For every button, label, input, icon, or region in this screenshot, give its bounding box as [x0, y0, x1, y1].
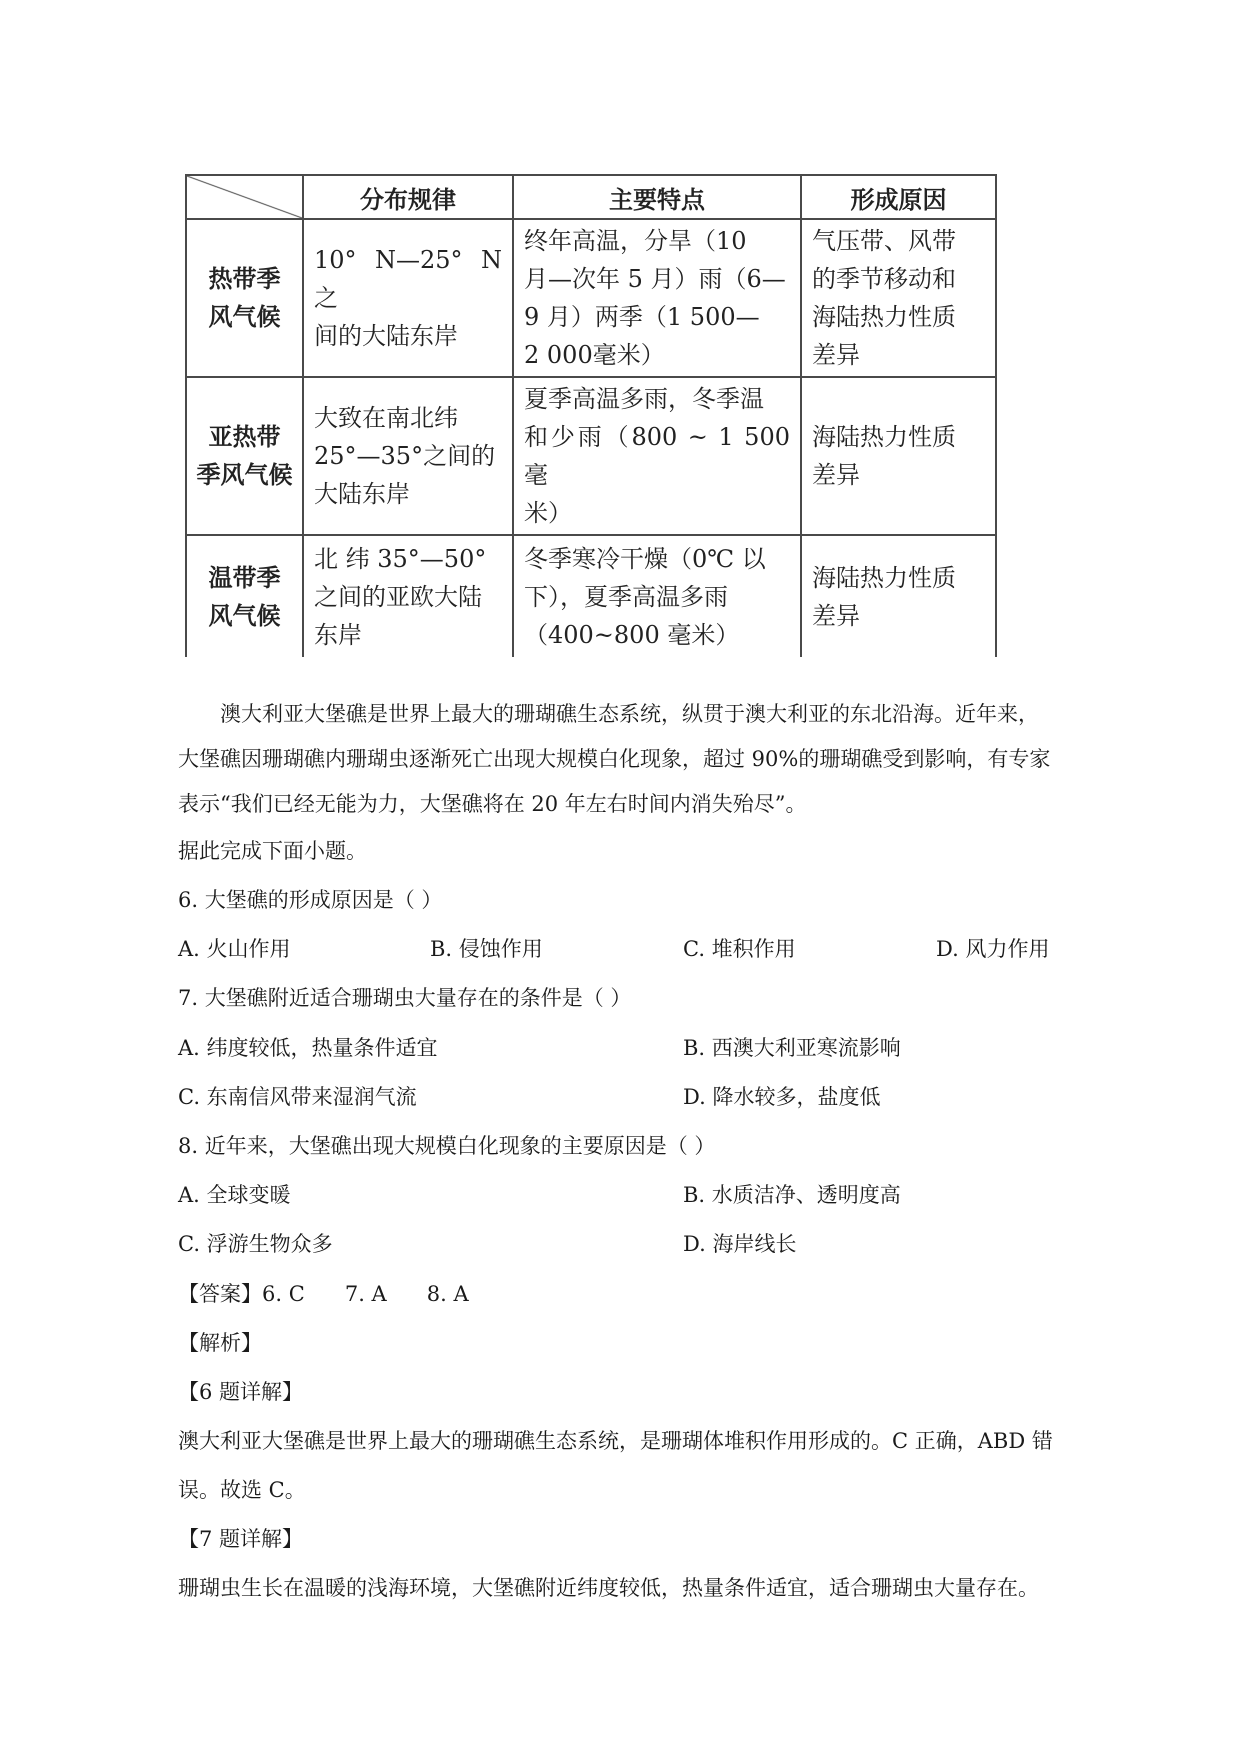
option-c: C. 东南信风带来湿润气流 [178, 1085, 417, 1109]
row-label-line: 风气候 [208, 303, 281, 331]
instruction: 据此完成下面小题。 [178, 839, 367, 863]
causes-cell [801, 377, 996, 535]
cell-line: 米） [524, 499, 572, 527]
features-cell [513, 535, 801, 657]
cell-line: （400~800 毫米） [524, 620, 740, 649]
option-b: B. 侵蚀作用 [430, 937, 543, 961]
question-stem: 7. 大堡礁附近适合珊瑚虫大量存在的条件是（ ） [178, 986, 632, 1010]
header-causes: 形成原因 [801, 175, 996, 219]
option-b: B. 水质洁净、透明度高 [683, 1183, 901, 1207]
cell-line: 之间的亚欧大陆 [314, 582, 482, 611]
detail6-line: 误。故选 C。 [178, 1478, 306, 1502]
analysis-label: 【解析】 [178, 1331, 262, 1355]
option-c: C. 堆积作用 [683, 937, 796, 961]
option-c: C. 浮游生物众多 [178, 1232, 333, 1256]
cell-line: 大致在南北纬 [314, 404, 458, 432]
cell-line: 海陆热力性质 [812, 303, 956, 331]
distribution-cell [303, 377, 513, 535]
passage-line: 表示“我们已经无能为力，大堡礁将在 20 年左右时间内消失殆尽”。 [178, 792, 807, 816]
option-a: A. 纬度较低，热量条件适宜 [178, 1036, 438, 1060]
option-d: D. 海岸线长 [683, 1232, 797, 1256]
cell-line: 10° N—25° N 之 [314, 246, 502, 312]
option-d: D. 降水较多，盐度低 [683, 1085, 881, 1109]
option-a: A. 全球变暖 [178, 1183, 291, 1207]
row-label [186, 377, 303, 535]
cell-line: 终年高温，分旱（10 [524, 227, 747, 255]
cell-line: 2 000毫米） [524, 341, 665, 369]
question-stem: 8. 近年来，大堡礁出现大规模白化现象的主要原因是（ ） [178, 1134, 716, 1158]
table-corner-cell [186, 175, 303, 219]
row-label-line: 亚热带 [208, 423, 281, 451]
row-label-line: 季风气候 [196, 461, 293, 489]
cell-line: 和少雨（800 ~ 1 500毫 [524, 423, 790, 489]
cell-line: 间的大陆东岸 [314, 322, 458, 350]
cell-line: 气压带、风带 [812, 227, 956, 255]
detail7-line: 珊瑚虫生长在温暖的浅海环境，大堡礁附近纬度较低，热量条件适宜，适合珊瑚虫大量存在。 [178, 1576, 1039, 1600]
cell-line: 差异 [812, 341, 860, 369]
question-stem: 6. 大堡礁的形成原因是（ ） [178, 888, 443, 912]
option-d: D. 风力作用 [936, 937, 1050, 961]
table-row-temperate [186, 535, 996, 657]
distribution-cell [303, 219, 513, 377]
cell-line: 海陆热力性质 [812, 423, 956, 451]
cell-line: 9 月）两季（1 500— [524, 303, 760, 331]
detail7-label: 【7 题详解】 [178, 1527, 304, 1551]
features-cell [513, 219, 801, 377]
features-cell [513, 377, 801, 535]
cell-line: 下），夏季高温多雨 [524, 582, 728, 611]
row-label-line: 热带季 [208, 265, 281, 293]
cell-line: 大陆东岸 [314, 480, 410, 508]
climate-table [185, 174, 997, 657]
cell-line: 25°—35°之间的 [314, 442, 496, 470]
answer-line: 【答案】6. C 7. A 8. A [178, 1282, 469, 1306]
table-row-tropical [186, 219, 996, 377]
cell-line: 海陆热力性质 [812, 563, 956, 592]
row-label [186, 535, 303, 657]
causes-cell [801, 535, 996, 657]
cell-line: 的季节移动和 [812, 265, 956, 293]
passage-line: 大堡礁因珊瑚礁内珊瑚虫逐渐死亡出现大规模白化现象，超过 90%的珊瑚礁受到影响，有专家 [178, 747, 1051, 771]
cell-line: 差异 [812, 601, 860, 630]
cell-line: 差异 [812, 461, 860, 489]
option-a: A. 火山作用 [178, 937, 291, 961]
header-distribution: 分布规律 [303, 175, 513, 219]
cell-line: 东岸 [314, 620, 362, 649]
row-label-line: 风气候 [208, 601, 281, 630]
table-row-subtropical [186, 377, 996, 535]
cell-line: 月—次年 5 月）雨（6— [524, 265, 786, 293]
passage-line: 澳大利亚大堡礁是世界上最大的珊瑚礁生态系统，纵贯于澳大利亚的东北沿海。近年来， [220, 702, 1039, 726]
cell-line: 北 纬 35°—50° [314, 544, 487, 573]
detail6-line: 澳大利亚大堡礁是世界上最大的珊瑚礁生态系统，是珊瑚体堆积作用形成的。C 正确，ABD 错 [178, 1429, 1053, 1453]
row-label [186, 219, 303, 377]
distribution-cell [303, 535, 513, 657]
cell-line: 夏季高温多雨，冬季温 [524, 385, 764, 413]
table-header-row [186, 175, 996, 219]
cell-line: 冬季寒冷干燥（0℃ 以 [524, 544, 766, 573]
causes-cell [801, 219, 996, 377]
option-b: B. 西澳大利亚寒流影响 [683, 1036, 901, 1060]
header-features: 主要特点 [513, 175, 801, 219]
row-label-line: 温带季 [208, 563, 281, 592]
detail6-label: 【6 题详解】 [178, 1380, 304, 1404]
